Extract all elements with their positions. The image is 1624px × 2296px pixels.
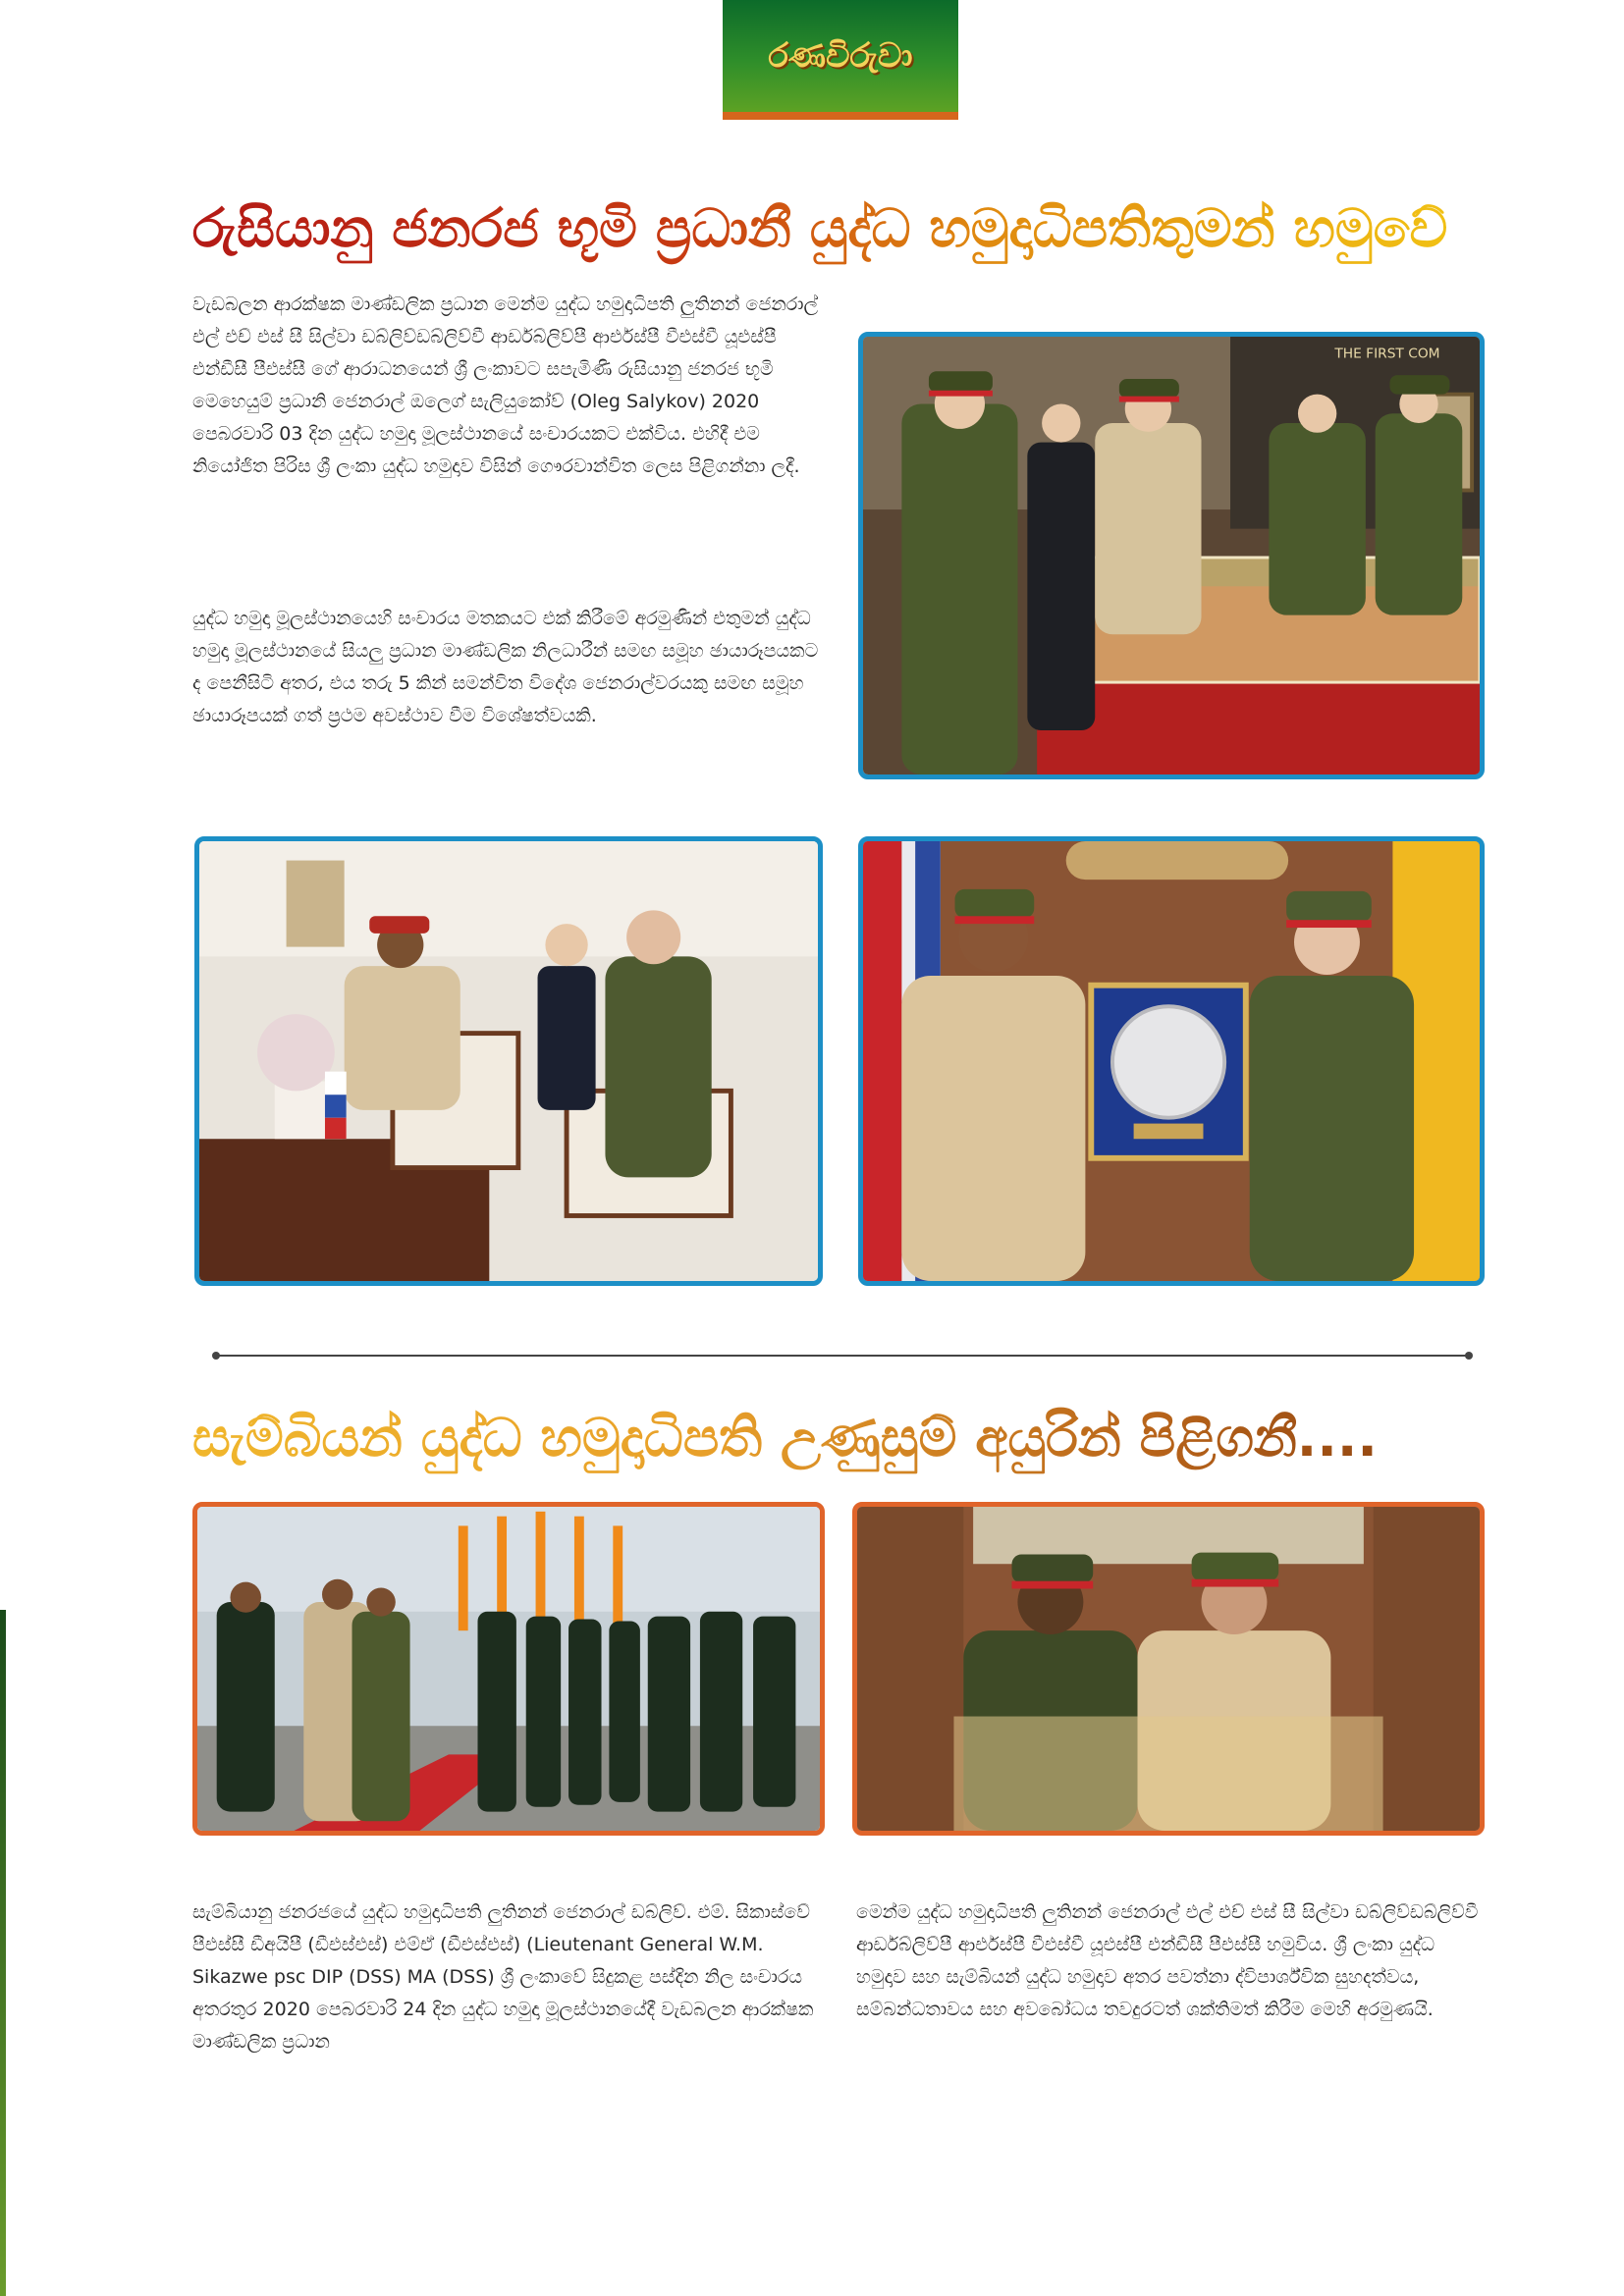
masthead-title: රණවිරුවා: [768, 36, 913, 76]
photo-guard-of-honour: [192, 1502, 825, 1836]
masthead: [723, 0, 958, 120]
photo-plaque-presentation-image: [863, 841, 1480, 1281]
photo-museum-tour: [858, 332, 1485, 779]
photo-sign-text: THE FIRST COM: [1334, 346, 1440, 362]
photo-meeting-image: [199, 841, 818, 1281]
photo-plaque-presentation: [858, 836, 1485, 1286]
article2-headline: සැම්බියන් යුද්ධ හමුදාධිපති උණුසුම් අයුරින් පිළිගනී....: [192, 1394, 1469, 1482]
photo-museum-tour-image: [863, 337, 1480, 774]
article2-paragraph-right: මෙන්ම යුද්ධ හමුදාධිපති ලුතිනන් ජෙනරාල් එල් එච් එස් සී සිල්වා ඩබ්ලිව්ඩබ්ලිව්වී ආර්ඩබ්ලිව්පී ආර්එස්පී වීඑස්වී යූඑස්පී එන්ඩීසී පීඑස්සී හමුවිය. ශ්‍රී ලංකා යුද්ධ හමුදාව සහ සැම්බියන් යුද්ධ හමුදාව අතර පවත්නා ද්විපාර්ශ්වික සුහදත්වය, සම්බන්ධතාවය සහ අවබෝධය තවදුරටත් ශක්තිමත් කිරීම මෙහි අරමුණයි.: [856, 1901, 1479, 2020]
photo-meeting: [194, 836, 823, 1286]
photo-two-generals-image: [857, 1507, 1480, 1831]
article1-headline: රුසියානු ජනරජ භූමි ප්‍රධානී යුද්ධ හමුදාධිපතිතුමන් හමුවේ: [192, 185, 1469, 273]
section-divider: [216, 1355, 1469, 1357]
article1-paragraph-1: වැඩබලන ආරක්ෂක මාණ්ඩලික ප්‍රධාන මෙන්ම යුද්ධ හමුදාධිපති ලුතිනන් ජෙනරාල් එල් එච් එස් සී සිල්වා ඩබ්ලිව්ඩබ්ලිව්වී ආර්ඩබ්ලිව්පී ආර්එස්පී වීඑස්වී යූඑස්පී එන්ඩීසී පීඑස්සී ගේ ආරාධනයෙන් ශ්‍රී ලංකාවට සපැමිණි රුසියානු ජනරජ භූමි මෙහෙයුම් ප්‍රධානි ජෙනරාල් ඔලෙග් සැලියුකෝව් (Oleg Salykov) 2020 පෙබරවාරි 03 දින යුද්ධ හමුදා මූලස්ථානයේ සංචාරයකට එක්විය. එහිදී එම නියෝජිත පිරිස ශ්‍රී ලංකා යුද්ධ හමුදාව විසින් ගෞරවාන්විත ලෙස පිළිගන්නා ලදී.: [192, 294, 818, 477]
article1-paragraph-2: යුද්ධ හමුදා මූලස්ථානයෙහි සංචාරය මතකයට එක් කිරීමේ අරමුණින් එතුමන් යුද්ධ හමුදා මූලස්ථානයේ සියලු ප්‍රධාන මාණ්ඩලික නිලධාරීන් සමඟ සමූහ ඡායාරූපයකට ද පෙනීසිටි අතර, එය තරු 5 කින් සමන්විත විදේශ ජෙනරාල්වරයකු සමඟ සමූහ ඡායාරූපයක් ගත් ප්‍රථම අවස්ථාව වීම විශේෂත්වයකි.: [192, 608, 819, 726]
photo-guard-of-honour-image: [197, 1507, 820, 1831]
left-edge-strip: [0, 1610, 6, 2296]
photo-two-generals: [852, 1502, 1485, 1836]
article2-paragraph-left: සැම්බියානු ජනරජයේ යුද්ධ හමුදාධිපති ලුතිනන් ජෙනරාල් ඩබ්ලිව්. එම්. සිකාස්වේ පීඑස්සී ඩීඅයිපී (ඩීඑස්එස්) එම්ඒ (ඩීඑස්එස්) (Lieutenant General W.M. Sikazwe psc DIP (DSS) MA (DSS) ශ්‍රී ලංකාවේ සිදුකළ පස්දින නිල සංචාරය අතරතුර 2020 පෙබරවාරි 24 දින යුද්ධ හමුදා මූලස්ථානයේදී වැඩබලන ආරක්ෂක මාණ්ඩලික ප්‍රධාන: [192, 1901, 814, 2053]
